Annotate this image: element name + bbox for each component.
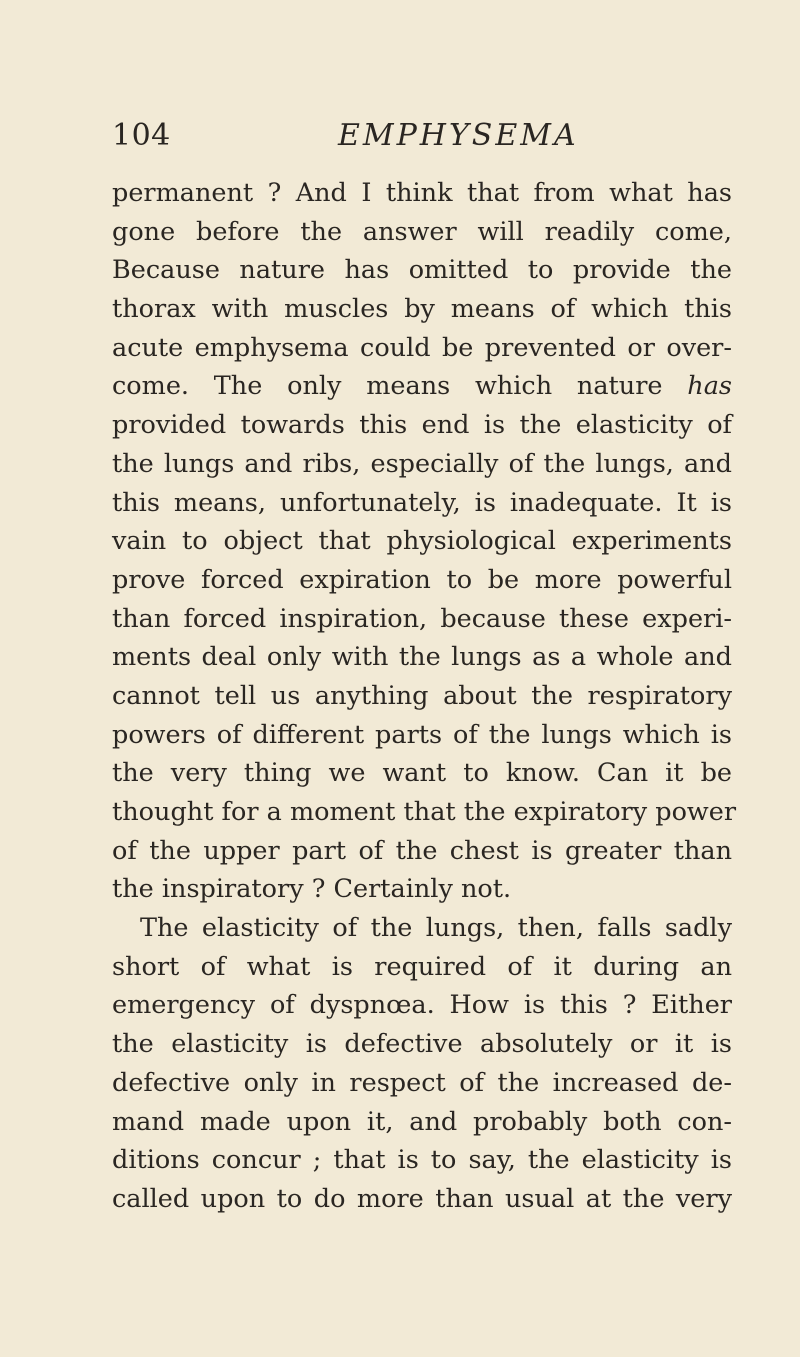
text-line: emergency of dyspnœa. How is this ? Either [112, 990, 732, 1021]
text-line: Because nature has omitted to provide the [112, 255, 732, 286]
running-head: EMPHYSEMA [338, 118, 579, 153]
text-line: called upon to do more than usual at the very [112, 1183, 732, 1214]
text-line: gone before the answer will readily come, [112, 216, 732, 247]
text-line: the inspiratory ? Certainly not. [112, 874, 512, 905]
text-line: the lungs and ribs, especially of the lungs, and [112, 448, 732, 479]
text-line: ditions concur ; that is to say, the elasticity is [112, 1145, 732, 1176]
text-line: thought for a moment that the expiratory power [112, 797, 737, 827]
text-segment: come. The only means which nature [112, 371, 663, 402]
text-line: this means, unfortunately, is inadequate. It is [112, 487, 732, 518]
text-line: thorax with muscles by means of which this [112, 294, 732, 325]
text-line: of the upper part of the chest is greater than [112, 835, 732, 866]
text-line: than forced inspiration, because these experi- [112, 603, 732, 634]
text-line: prove forced expiration to be more powerful [112, 564, 732, 595]
italic-word: has [687, 371, 732, 402]
page-header [112, 118, 752, 158]
page-number: 104 [112, 118, 171, 153]
text-line: vain to object that physiological experiments [112, 526, 732, 557]
text-line: acute emphysema could be prevented or over- [112, 332, 732, 363]
text-line: The elasticity of the lungs, then, falls sadly [140, 913, 732, 944]
text-line: defective only in respect of the increased de- [112, 1067, 732, 1098]
body-text [112, 174, 737, 1219]
text-line [112, 367, 732, 406]
text-line: cannot tell us anything about the respiratory [112, 680, 732, 711]
text-line: the elasticity is defective absolutely or it is [112, 1029, 732, 1060]
text-line: powers of different parts of the lungs which is [112, 719, 732, 750]
text-line: mand made upon it, and probably both con- [112, 1106, 732, 1137]
text-line: provided towards this end is the elasticity of [112, 410, 732, 441]
text-line: ments deal only with the lungs as a whole and [112, 642, 732, 673]
text-line: short of what is required of it during an [112, 951, 732, 982]
text-line: permanent ? And I think that from what has [112, 178, 732, 208]
text-line: the very thing we want to know. Can it be [112, 758, 732, 789]
